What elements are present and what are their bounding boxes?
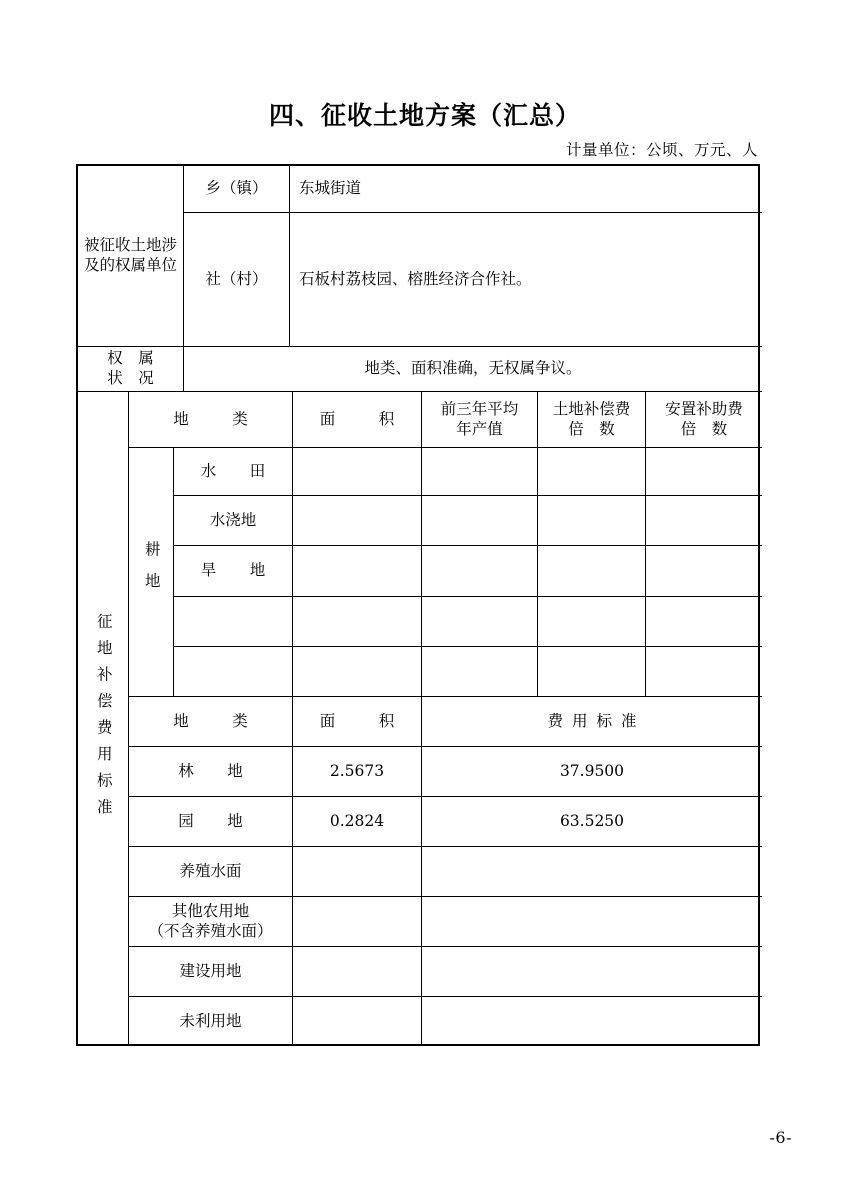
header-area-lower: 面 积 [293, 697, 422, 747]
land-type-row-area [293, 997, 422, 1046]
land-type-row-fee: 37.9500 [422, 747, 762, 797]
compensation-standard-vertical-label: 征地补偿费用标准 [78, 392, 129, 1046]
header-average-annual-yield: 前三年平均 年产值 [422, 392, 538, 448]
page-number: -6- [769, 1128, 792, 1147]
page-title: 四、征收土地方案（汇总） [268, 101, 581, 130]
land-type-row-fee [422, 997, 762, 1046]
land-type-row-fee: 63.5250 [422, 797, 762, 847]
land-type-row-area [293, 947, 422, 997]
land-type-row-name: 养殖水面 [129, 847, 293, 897]
cultivated-row-name: 水 田 [174, 448, 293, 496]
cultivated-row-land-comp [538, 647, 646, 697]
village-value: 石板村荔枝园、榕胜经济合作社。 [290, 213, 762, 347]
land-type-row-fee [422, 897, 762, 947]
township-value: 东城街道 [290, 166, 762, 213]
land-type-row-fee [422, 847, 762, 897]
cultivated-row-area [293, 546, 422, 597]
land-type-row-name: 未利用地 [129, 997, 293, 1046]
cultivated-row-resettle [646, 597, 762, 647]
land-type-row-name: 建设用地 [129, 947, 293, 997]
header-land-type-lower: 地 类 [129, 697, 293, 747]
land-acquisition-table [76, 164, 760, 1046]
land-type-row-fee [422, 947, 762, 997]
cultivated-land-label: 耕地 [129, 448, 174, 697]
cultivated-row-area [293, 597, 422, 647]
ownership-status-value: 地类、面积准确，无权属争议。 [184, 347, 762, 392]
village-key: 社（村） [184, 213, 290, 347]
cultivated-row-land-comp [538, 597, 646, 647]
cultivated-row-name [174, 597, 293, 647]
header-land-type-upper: 地 类 [129, 392, 293, 448]
land-type-row-name: 林 地 [129, 747, 293, 797]
cultivated-row-yield [422, 496, 538, 546]
ownership-units-label: 被征收土地涉及的权属单位 [78, 166, 184, 347]
land-type-row-name: 其他农用地 （不含养殖水面） [129, 897, 293, 947]
cultivated-row-yield [422, 597, 538, 647]
header-land-compensation-multiplier: 土地补偿费 倍 数 [538, 392, 646, 448]
cultivated-row-land-comp [538, 546, 646, 597]
ownership-status-label: 权 属 状 况 [78, 347, 184, 392]
cultivated-row-name: 旱 地 [174, 546, 293, 597]
cultivated-row-area [293, 496, 422, 546]
land-type-row-name: 园 地 [129, 797, 293, 847]
cultivated-row-land-comp [538, 448, 646, 496]
cultivated-row-resettle [646, 647, 762, 697]
township-key: 乡（镇） [184, 166, 290, 213]
cultivated-row-yield [422, 647, 538, 697]
header-resettlement-subsidy-multiplier: 安置补助费 倍 数 [646, 392, 762, 448]
cultivated-row-resettle [646, 448, 762, 496]
cultivated-row-name: 水浇地 [174, 496, 293, 546]
header-fee-standard: 费用标准 [422, 697, 762, 747]
cultivated-row-name [174, 647, 293, 697]
cultivated-row-yield [422, 546, 538, 597]
cultivated-row-land-comp [538, 496, 646, 546]
land-type-row-area [293, 897, 422, 947]
land-type-row-area: 2.5673 [293, 747, 422, 797]
land-type-row-area [293, 847, 422, 897]
land-type-row-area: 0.2824 [293, 797, 422, 847]
cultivated-row-resettle [646, 546, 762, 597]
header-area-upper: 面 积 [293, 392, 422, 448]
cultivated-row-yield [422, 448, 538, 496]
measurement-unit-note: 计量单位：公顷、万元、人 [565, 141, 758, 159]
cultivated-row-area [293, 448, 422, 496]
cultivated-row-resettle [646, 496, 762, 546]
cultivated-row-area [293, 647, 422, 697]
